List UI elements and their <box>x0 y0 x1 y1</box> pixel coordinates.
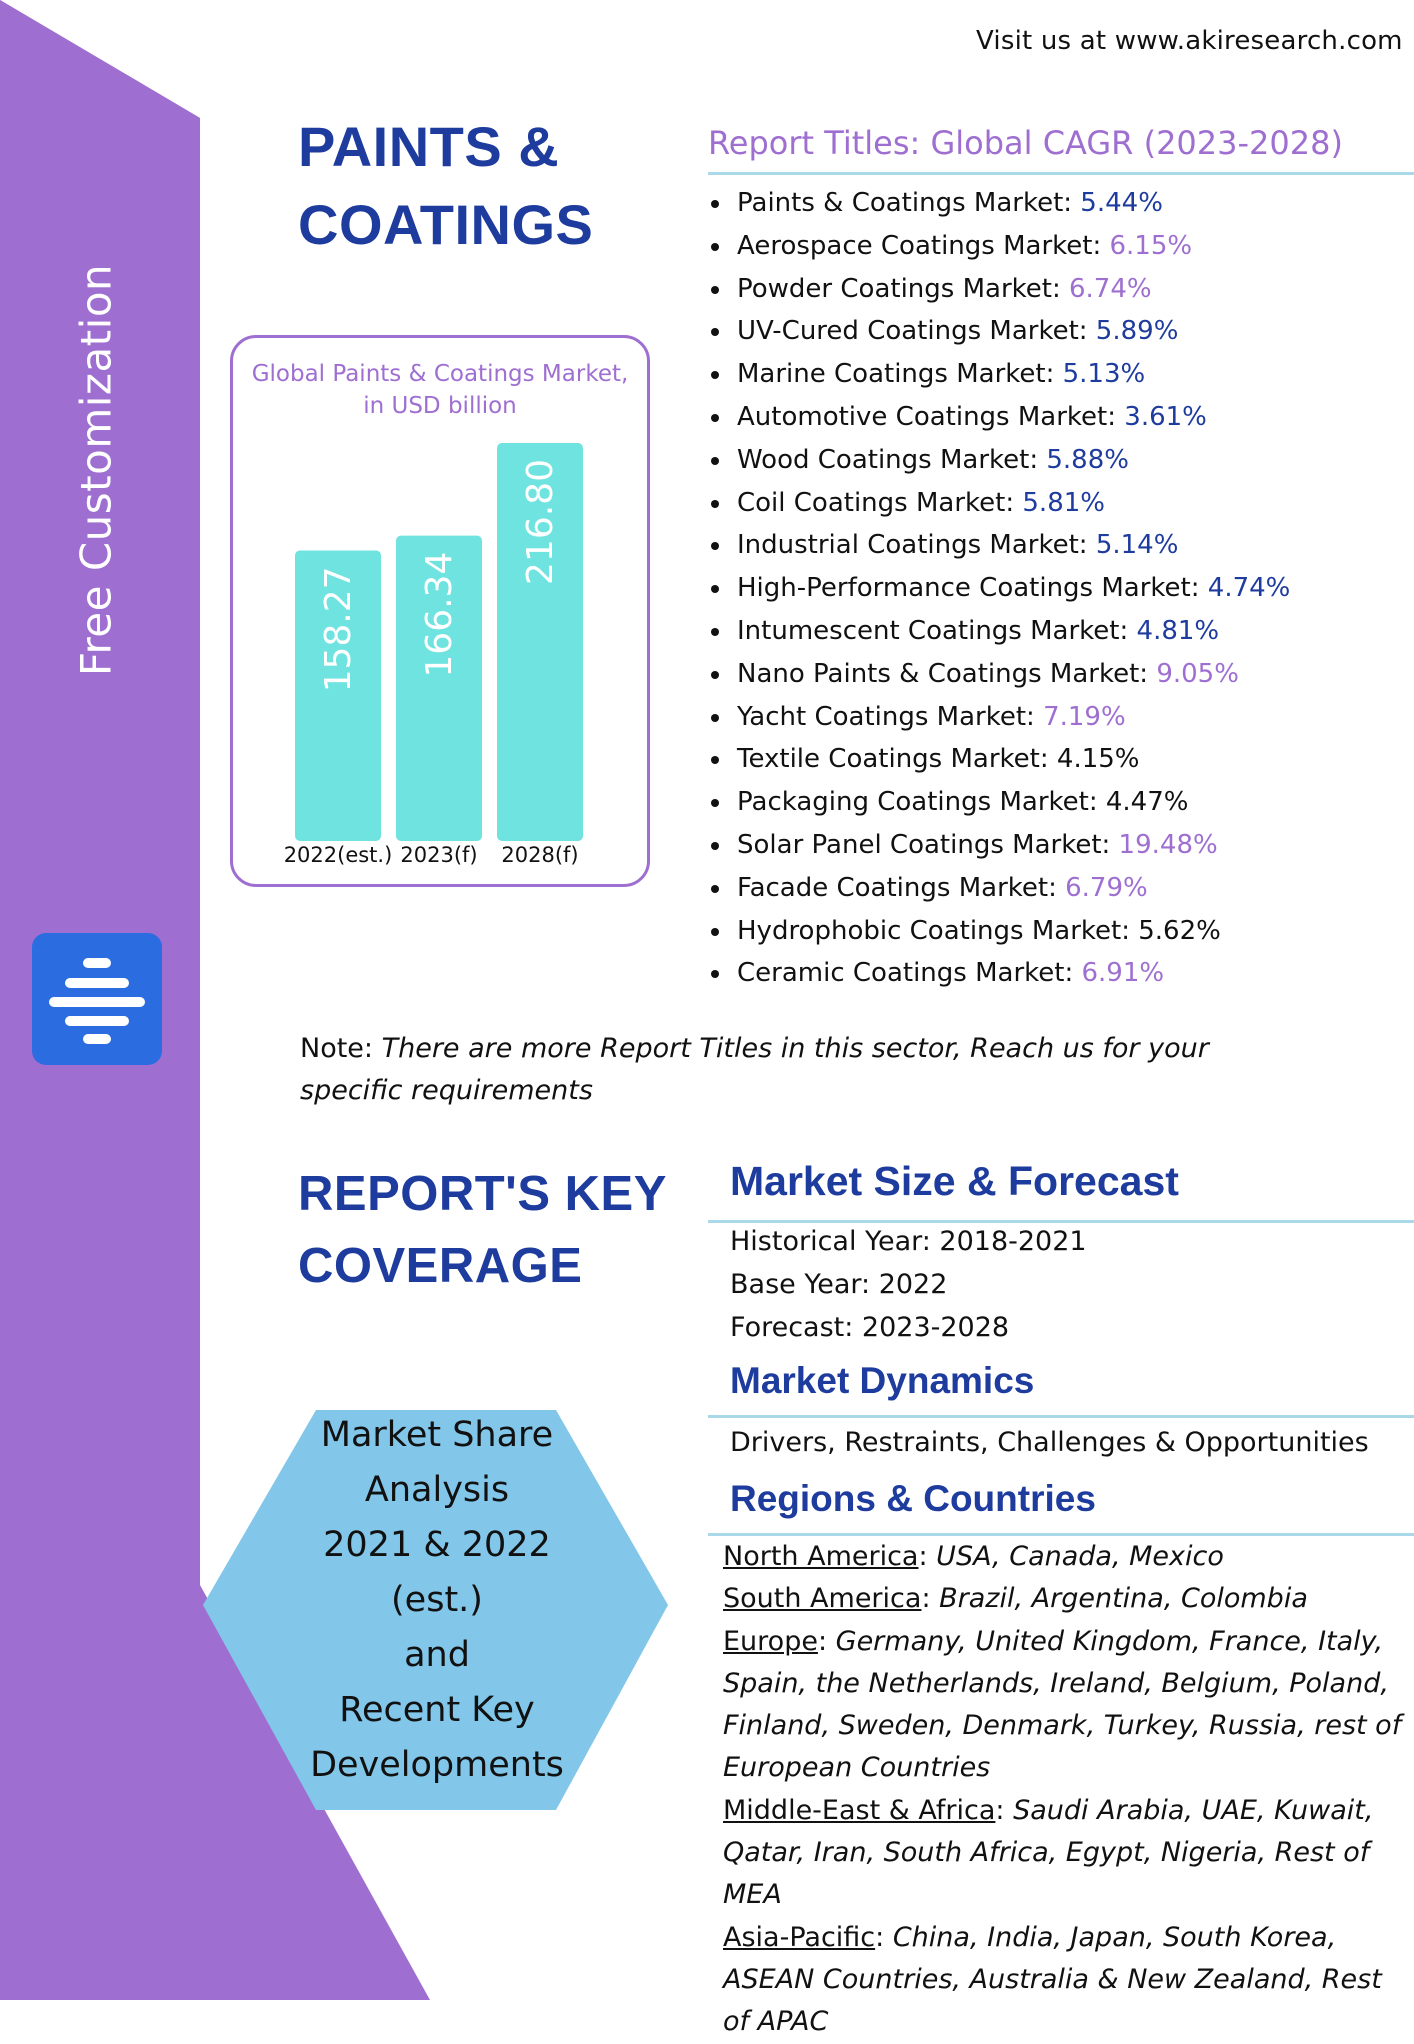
brand-logo-icon[interactable] <box>32 933 162 1065</box>
page-title-line1: PAINTS & <box>298 115 560 178</box>
chart-category-label: 2023(f) <box>400 843 478 867</box>
historical-year: Historical Year: 2018-2021 <box>730 1226 1087 1257</box>
market-size-heading: Market Size & Forecast <box>730 1158 1179 1204</box>
report-title-name: Paints & Coatings Market: <box>737 188 1073 218</box>
report-title-name: Hydrophobic Coatings Market: <box>737 915 1130 946</box>
forecast-years: Forecast: 2023-2028 <box>730 1312 1010 1343</box>
hexagon-line: 2021 & 2022 <box>323 1525 551 1565</box>
region-name: South America <box>723 1583 922 1615</box>
report-title-cagr: 3.61% <box>1124 401 1207 432</box>
report-title-cagr: 5.88% <box>1046 444 1129 475</box>
report-title-name: High-Performance Coatings Market: <box>737 573 1200 604</box>
region-separator: : <box>995 1794 1005 1826</box>
report-title-item <box>708 954 1290 997</box>
coverage-title-line2: COVERAGE <box>298 1239 583 1293</box>
report-title-name: Coil Coatings Market: <box>737 487 1015 518</box>
report-title-name: Marine Coatings Market: <box>737 359 1055 390</box>
market-size-rule <box>708 1220 1414 1223</box>
region-name: Europe <box>723 1625 818 1657</box>
page-title <box>298 108 593 264</box>
region-entry <box>723 1578 1403 1620</box>
report-title-name: Nano Paints & Coatings Market: <box>737 658 1149 689</box>
hexagon-line: and <box>404 1635 470 1675</box>
report-title-name: Textile Coatings Market: <box>737 744 1049 775</box>
region-countries: USA, Canada, Mexico <box>927 1541 1224 1572</box>
report-title-cagr: 6.74% <box>1068 273 1152 304</box>
report-title-cagr: 9.05% <box>1156 658 1239 689</box>
website-link[interactable]: Visit us at www.akiresearch.com <box>976 26 1403 56</box>
page-title-line2: COATINGS <box>298 193 594 256</box>
region-name: North America <box>723 1541 919 1572</box>
region-countries: China, India, Japan, South Korea, ASEAN Countries, Australia & New Zealand, Rest of APAC <box>723 1921 1382 2038</box>
report-title-name: Industrial Coatings Market: <box>737 530 1088 561</box>
hexagon-line: Developments <box>310 1745 564 1785</box>
report-title-name: Wood Coatings Market: <box>737 444 1039 475</box>
report-title-cagr: 6.79% <box>1065 872 1148 903</box>
hexagon-line: Market Share <box>320 1415 554 1455</box>
region-entry <box>723 1790 1403 1917</box>
note <box>300 1028 1300 1112</box>
chart-category-label: 2022(est.) <box>283 843 393 867</box>
report-title-name: Packaging Coatings Market: <box>737 787 1098 818</box>
report-title-cagr: 5.62% <box>1138 915 1221 946</box>
hexagon-text <box>290 1408 584 1793</box>
report-title-item <box>708 312 1290 355</box>
report-title-cagr: 6.15% <box>1109 230 1193 261</box>
report-title-name: Solar Panel Coatings Market: <box>737 829 1111 860</box>
market-dynamics-rule <box>708 1415 1414 1418</box>
report-title-name: Automotive Coatings Market: <box>737 401 1117 432</box>
region-name: Asia-Pacific <box>723 1921 876 1953</box>
coverage-title-line1: REPORT'S KEY <box>298 1167 667 1221</box>
hexagon-line: Analysis <box>364 1470 510 1510</box>
region-separator: : <box>817 1625 828 1657</box>
report-title-name: Powder Coatings Market: <box>737 273 1061 304</box>
chart-title: Global Paints & Coatings Market, <box>251 361 629 387</box>
report-title-item <box>708 698 1290 741</box>
report-title-cagr: 4.74% <box>1207 573 1291 604</box>
report-title-item <box>708 740 1290 783</box>
chart-value-label: 158.27 <box>318 566 359 693</box>
report-titles-list <box>708 184 1290 997</box>
report-title-item <box>708 569 1290 612</box>
report-title-cagr: 5.14% <box>1095 530 1179 561</box>
report-title-item <box>708 441 1290 484</box>
report-title-cagr: 6.91% <box>1081 958 1165 989</box>
region-separator: : <box>918 1541 928 1572</box>
region-separator: : <box>875 1921 885 1953</box>
regions-heading: Regions & Countries <box>730 1478 1096 1519</box>
report-title-item <box>708 227 1290 270</box>
chart-value-label: 166.34 <box>419 551 460 678</box>
base-year: Base Year: 2022 <box>730 1269 948 1300</box>
report-title-cagr: 4.15% <box>1056 744 1140 775</box>
report-title-cagr: 5.89% <box>1095 316 1179 347</box>
report-title-item <box>708 783 1290 826</box>
region-countries: Brazil, Argentina, Colombia <box>930 1583 1308 1615</box>
report-title-name: Yacht Coatings Market: <box>737 701 1035 732</box>
report-title-cagr: 5.13% <box>1062 359 1146 390</box>
report-title-name: Facade Coatings Market: <box>737 872 1057 903</box>
chart-value-label: 216.80 <box>520 459 561 585</box>
report-title-item <box>708 869 1290 912</box>
hexagon-line: (est.) <box>391 1580 483 1620</box>
report-title-item <box>708 184 1290 227</box>
coverage-title <box>298 1158 667 1302</box>
free-customization-label: Free Customization <box>71 263 121 677</box>
report-titles-heading: Report Titles: Global CAGR (2023-2028) <box>708 124 1343 162</box>
chart-subtitle: in USD billion <box>363 393 517 419</box>
report-title-item <box>708 270 1290 313</box>
report-title-cagr: 7.19% <box>1043 701 1126 732</box>
note-text: There are more Report Titles in this sector, Reach us for your specific requirements <box>300 1033 1209 1106</box>
report-title-name: Ceramic Coatings Market: <box>737 958 1074 989</box>
report-title-item <box>708 355 1290 398</box>
report-titles-rule <box>708 172 1414 175</box>
chart-category-label: 2028(f) <box>501 843 579 867</box>
report-title-item <box>708 826 1290 869</box>
report-title-cagr: 5.81% <box>1022 487 1105 518</box>
report-title-item <box>708 655 1290 698</box>
report-title-item <box>708 484 1290 527</box>
report-title-cagr: 19.48% <box>1118 829 1218 860</box>
hexagon-line: Recent Key <box>339 1690 535 1730</box>
report-title-name: Intumescent Coatings Market: <box>737 615 1129 646</box>
report-title-cagr: 4.47% <box>1105 787 1189 818</box>
market-dynamics-text: Drivers, Restraints, Challenges & Opportunities <box>730 1427 1369 1458</box>
report-title-item <box>708 398 1290 441</box>
region-countries: Germany, United Kingdom, France, Italy, Spain, the Netherlands, Ireland, Belgium, Poland, Finland, Sweden, Denmark, Turkey, Russia, rest of European Countries <box>723 1625 1402 1784</box>
region-countries: Saudi Arabia, UAE, Kuwait, Qatar, Iran, South Africa, Egypt, Nigeria, Rest of MEA <box>723 1794 1374 1911</box>
region-separator: : <box>921 1583 931 1615</box>
note-label: Note: <box>300 1033 374 1064</box>
report-title-item <box>708 612 1290 655</box>
brand-logo-glyph <box>32 933 162 1065</box>
region-name: Middle-East & Africa <box>723 1794 996 1826</box>
report-title-cagr: 4.81% <box>1136 615 1220 646</box>
region-entry <box>723 1621 1403 1790</box>
region-entry <box>723 1917 1403 2044</box>
report-title-item <box>708 526 1290 569</box>
report-title-name: Aerospace Coatings Market: <box>737 230 1102 261</box>
regions-list <box>723 1536 1403 2044</box>
market-bar-chart <box>230 335 650 887</box>
region-entry <box>723 1536 1403 1578</box>
report-title-name: UV-Cured Coatings Market: <box>737 316 1088 347</box>
report-title-cagr: 5.44% <box>1080 188 1163 218</box>
market-dynamics-heading: Market Dynamics <box>730 1360 1035 1401</box>
report-title-item <box>708 912 1290 955</box>
